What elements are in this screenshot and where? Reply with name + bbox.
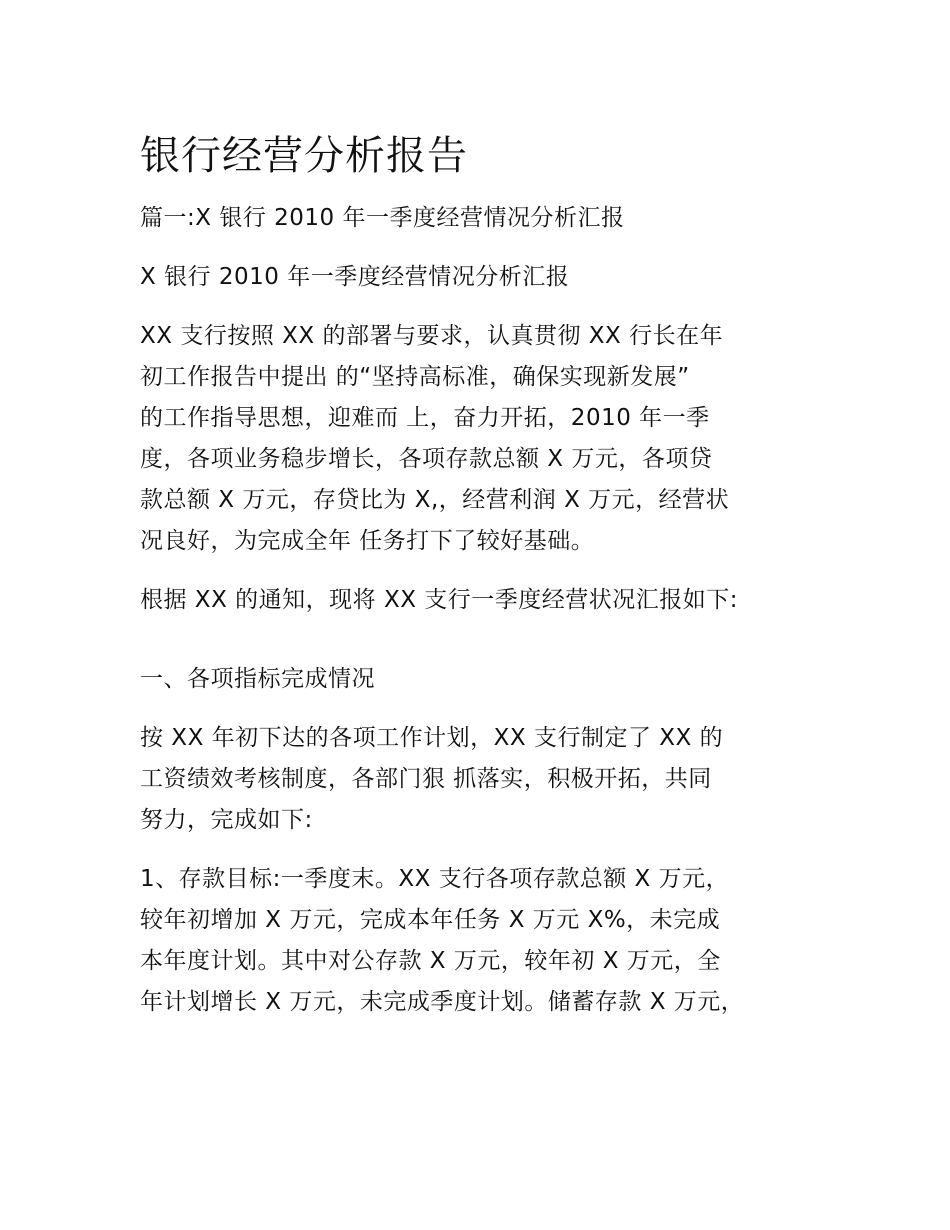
intro-line: 的工作指导思想，迎难而 上，奋力开拓，2010 年一季 xyxy=(140,405,710,431)
notice-paragraph xyxy=(140,580,820,621)
deposit-line: 本年度计划。其中对公存款 X 万元，较年初 X 万元，全 xyxy=(140,948,721,974)
document-body xyxy=(140,128,820,1041)
notice-line: 根据 XX 的通知，现将 XX 支行一季度经营状况汇报如下: xyxy=(140,587,739,613)
subtitle-line: 篇一:X 银行 2010 年一季度经营情况分析汇报 xyxy=(140,205,625,231)
deposit-line: 1、存款目标:一季度末。XX 支行各项存款总额 X 万元， xyxy=(140,866,730,892)
intro-paragraph xyxy=(140,316,820,562)
section-heading-line: 一、各项指标完成情况 xyxy=(140,666,375,692)
section-line: 工资绩效考核制度，各部门狠 抓落实，积极开拓，共同 xyxy=(140,766,712,792)
intro-line: 况良好，为完成全年 任务打下了较好基础。 xyxy=(140,528,595,554)
deposit-line: 较年初增加 X 万元，完成本年任务 X 万元 X%，未完成 xyxy=(140,907,721,933)
intro-line: 款总额 X 万元，存贷比为 X,，经营利润 X 万元，经营状 xyxy=(140,487,730,513)
intro-line: 度，各项业务稳步增长，各项存款总额 X 万元，各项贷 xyxy=(140,446,713,472)
intro-line: 初工作报告中提出 的“坚持高标准，确保实现新发展” xyxy=(140,364,690,390)
deposit-line: 年计划增长 X 万元，未完成季度计划。储蓄存款 X 万元， xyxy=(140,989,745,1015)
section-line: 努力，完成如下: xyxy=(140,807,313,833)
report-heading xyxy=(140,257,820,298)
intro-line: XX 支行按照 XX 的部署与要求，认真贯彻 XX 行长在年 xyxy=(140,323,724,349)
deposit-target-paragraph xyxy=(140,859,820,1023)
section-heading xyxy=(140,659,820,700)
document-title: 银行经营分析报告 xyxy=(140,133,468,179)
report-heading-line: X 银行 2010 年一季度经营情况分析汇报 xyxy=(140,264,570,290)
document-subtitle xyxy=(140,198,820,239)
section-paragraph xyxy=(140,718,820,841)
section-line: 按 XX 年初下达的各项工作计划，XX 支行制定了 XX 的 xyxy=(140,725,724,751)
